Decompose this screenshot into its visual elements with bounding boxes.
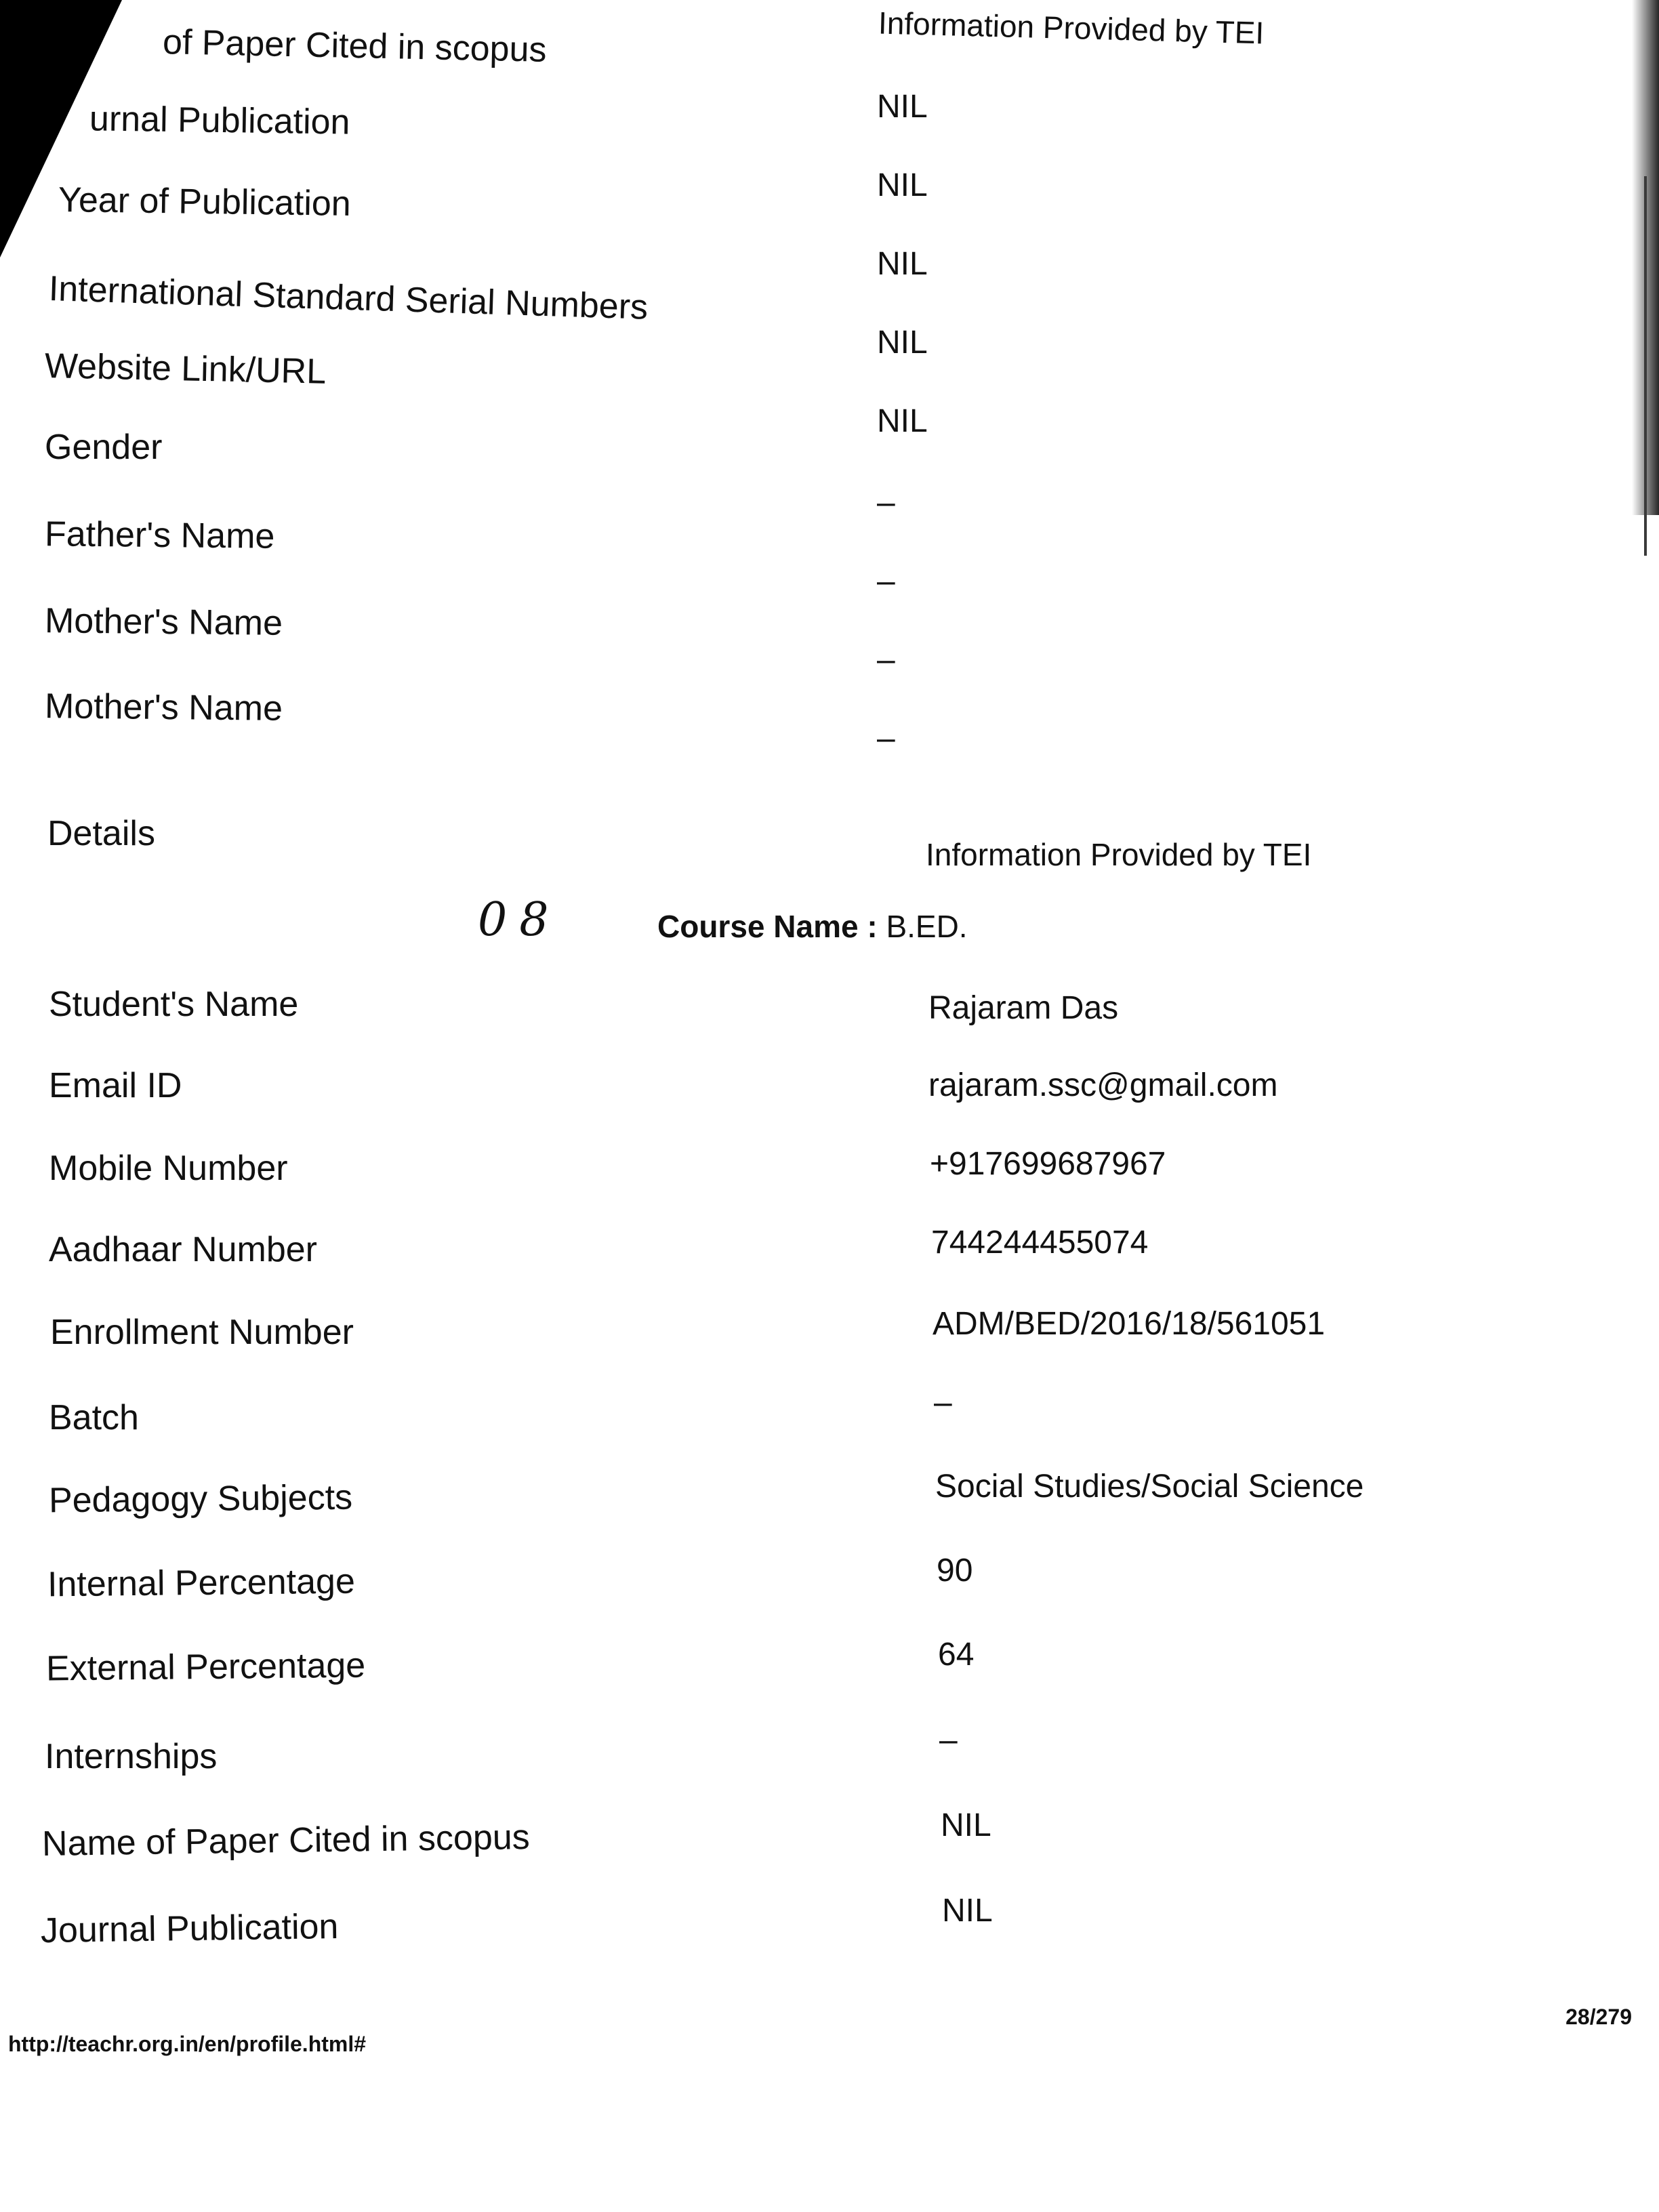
value-students-name: Rajaram Das	[928, 990, 1119, 1026]
scan-edge-line	[1644, 176, 1647, 556]
top-value-journal-publication: NIL	[877, 89, 928, 125]
top-label-mothers-name-2: Mother's Name	[44, 687, 283, 729]
label-name-of-paper-cited: Name of Paper Cited in scopus	[41, 1817, 531, 1864]
value-name-of-paper-cited: NIL	[941, 1807, 991, 1843]
top-value-mothers-name-2: –	[877, 642, 895, 678]
course-name-value: B.ED.	[886, 909, 968, 944]
course-name-line	[657, 908, 968, 945]
top-value-year-of-publication: NIL	[877, 167, 928, 203]
details-label: Details	[47, 814, 155, 853]
footer-page-number: 28/279	[1565, 2005, 1632, 2029]
top-label-website-url: Website Link/URL	[44, 346, 327, 392]
top-value-mothers-name-1: –	[877, 563, 895, 599]
value-mobile-number: +917699687967	[930, 1146, 1166, 1182]
top-value-website-url: NIL	[877, 325, 928, 361]
handwritten-number: 08	[478, 893, 561, 947]
value-internal-percentage: 90	[937, 1553, 973, 1589]
label-internships: Internships	[45, 1737, 218, 1776]
top-value-gender: NIL	[877, 403, 928, 439]
course-name-label: Course Name :	[657, 909, 878, 944]
top-value-fathers-name: –	[877, 485, 895, 520]
label-mobile-number: Mobile Number	[49, 1149, 288, 1188]
footer-url: http://teachr.org.in/en/profile.html#	[8, 2032, 367, 2056]
top-label-year-of-publication: Year of Publication	[58, 180, 352, 224]
value-batch: –	[934, 1385, 952, 1420]
top-label-mothers-name-1: Mother's Name	[44, 601, 283, 643]
value-journal-publication: NIL	[942, 1893, 993, 1929]
top-label-journal-publication: urnal Publication	[89, 99, 350, 142]
top-value-extra-dash: –	[877, 720, 895, 756]
label-internal-percentage: Internal Percentage	[47, 1561, 356, 1605]
value-email-id: rajaram.ssc@gmail.com	[928, 1067, 1278, 1103]
label-journal-publication: Journal Publication	[40, 1906, 339, 1951]
top-label-gender: Gender	[45, 428, 163, 467]
value-external-percentage: 64	[938, 1637, 975, 1673]
label-students-name: Student's Name	[49, 985, 299, 1024]
label-email-id: Email ID	[49, 1066, 182, 1105]
label-batch: Batch	[49, 1398, 139, 1437]
top-header-info-provided: Information Provided by TEI	[878, 5, 1265, 51]
label-enrollment-number: Enrollment Number	[50, 1313, 354, 1352]
value-enrollment-number: ADM/BED/2016/18/561051	[933, 1306, 1326, 1342]
top-label-fathers-name: Father's Name	[44, 514, 275, 556]
value-aadhaar-number: 744244455074	[931, 1225, 1149, 1261]
top-value-issn: NIL	[877, 246, 928, 282]
label-aadhaar-number: Aadhaar Number	[49, 1230, 317, 1269]
top-label-paper-cited: of Paper Cited in scopus	[162, 22, 548, 70]
value-internships: –	[939, 1722, 958, 1758]
label-pedagogy-subjects: Pedagogy Subjects	[48, 1477, 353, 1521]
top-label-issn: International Standard Serial Numbers	[48, 269, 649, 327]
details-header-info-provided: Information Provided by TEI	[926, 837, 1312, 872]
value-pedagogy-subjects: Social Studies/Social Science	[935, 1469, 1364, 1504]
label-external-percentage: External Percentage	[45, 1645, 366, 1689]
